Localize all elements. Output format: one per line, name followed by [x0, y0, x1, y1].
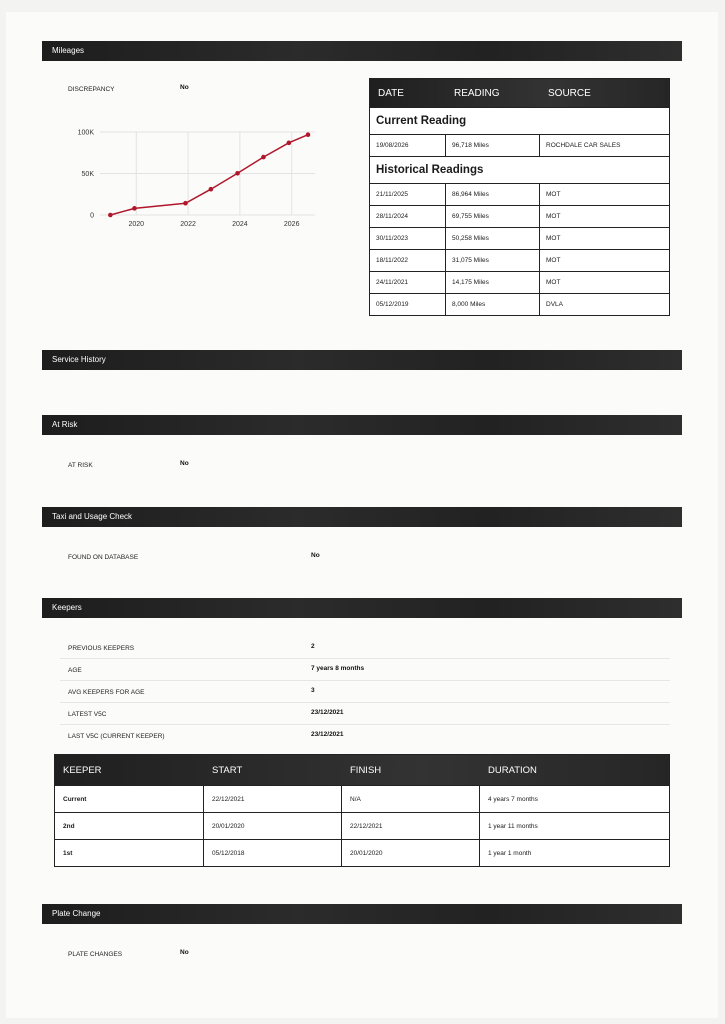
data-point	[306, 132, 311, 137]
keeper-cell: Current	[55, 786, 204, 812]
reading-cell: 69,755 Miles	[446, 206, 540, 227]
col-date: DATE	[378, 87, 404, 99]
duration-cell: 1 year 11 months	[488, 822, 538, 830]
table-row	[55, 785, 669, 812]
date-cell: 21/11/2025	[370, 184, 446, 205]
date-cell: 18/11/2022	[370, 250, 446, 271]
table-row	[370, 249, 669, 271]
date-cell: 19/08/2026	[370, 135, 446, 156]
col-finish: FINISH	[350, 764, 382, 776]
table-row	[55, 839, 669, 866]
data-point	[235, 171, 240, 176]
col-reading: READING	[454, 87, 500, 99]
taxi-section-header: Taxi and Usage Check	[42, 507, 682, 527]
x-tick-label: 2024	[232, 221, 248, 228]
date-cell: 24/11/2021	[370, 272, 446, 293]
y-tick-label: 50K	[81, 171, 94, 178]
divider	[60, 680, 670, 681]
current-reading-title: Current Reading	[370, 107, 669, 134]
start-cell: 22/12/2021	[204, 786, 342, 812]
historical-readings-title: Historical Readings	[370, 156, 669, 183]
date-cell: 30/11/2023	[370, 228, 446, 249]
keepers-section-header: Keepers	[42, 598, 682, 618]
at-risk-label: AT RISK	[68, 462, 93, 469]
mileages-section-header: Mileages	[42, 41, 682, 61]
plate-changes-value: No	[180, 949, 189, 956]
divider	[60, 658, 670, 659]
divider	[60, 702, 670, 703]
finish-cell: 20/01/2020	[342, 840, 480, 866]
start-cell: 20/01/2020	[204, 813, 342, 839]
source-cell: MOT	[546, 213, 561, 220]
table-row	[370, 205, 669, 227]
avg-keepers-value: 3	[311, 687, 315, 694]
at-risk-value: No	[180, 460, 189, 467]
reading-cell: 8,000 Miles	[446, 294, 540, 315]
table-row	[55, 812, 669, 839]
date-cell: 28/11/2024	[370, 206, 446, 227]
mileage-table-header	[370, 79, 669, 107]
reading-cell: 50,258 Miles	[446, 228, 540, 249]
source-cell: MOT	[546, 279, 561, 286]
x-tick-label: 2022	[180, 221, 196, 228]
x-tick-label: 2026	[283, 221, 300, 228]
source-cell: MOT	[546, 235, 561, 242]
service-history-section-header: Service History	[42, 350, 682, 370]
mileage-series-line	[110, 135, 308, 215]
table-row	[370, 183, 669, 205]
data-point	[132, 206, 137, 211]
discrepancy-value: No	[180, 84, 189, 91]
col-start: START	[212, 764, 243, 776]
finish-cell: N/A	[342, 786, 480, 812]
source-cell: MOT	[546, 257, 561, 264]
reading-cell: 96,718 Miles	[446, 135, 540, 156]
at-risk-section-header: At Risk	[42, 415, 682, 435]
x-tick-label: 2020	[128, 221, 145, 228]
duration-cell: 1 year 1 month	[488, 849, 532, 857]
table-row	[370, 293, 669, 315]
duration-cell: 4 years 7 months	[488, 795, 538, 803]
latest-v5c-value: 23/12/2021	[311, 709, 344, 716]
col-duration: DURATION	[488, 764, 537, 776]
found-on-database-value: No	[311, 552, 320, 559]
table-row	[370, 227, 669, 249]
last-v5c-label: LAST V5C (CURRENT KEEPER)	[68, 733, 165, 740]
age-label: AGE	[68, 667, 82, 674]
previous-keepers-label: PREVIOUS KEEPERS	[68, 645, 135, 652]
keeper-table-header	[55, 755, 669, 785]
previous-keepers-value: 2	[311, 643, 315, 650]
col-source: SOURCE	[548, 87, 591, 99]
age-value: 7 years 8 months	[311, 665, 365, 672]
source-cell: DVLA	[546, 301, 563, 308]
table-row	[370, 271, 669, 293]
mileage-chart	[60, 120, 325, 235]
reading-cell: 31,075 Miles	[446, 250, 540, 271]
source-cell: ROCHDALE CAR SALES	[546, 142, 621, 149]
latest-v5c-label: LATEST V5C	[68, 711, 107, 718]
col-keeper: KEEPER	[63, 764, 102, 776]
data-point	[209, 187, 214, 192]
reading-cell: 86,964 Miles	[446, 184, 540, 205]
avg-keepers-label: AVG KEEPERS FOR AGE	[68, 689, 145, 696]
start-cell: 05/12/2018	[204, 840, 342, 866]
y-tick-label: 100K	[77, 129, 94, 137]
keeper-cell: 2nd	[55, 813, 204, 839]
source-cell: MOT	[546, 191, 561, 198]
last-v5c-value: 23/12/2021	[311, 731, 344, 738]
data-point	[287, 141, 292, 146]
data-point	[261, 155, 266, 160]
discrepancy-label: DISCREPANCY	[68, 86, 115, 93]
data-point	[183, 201, 188, 206]
keeper-table	[54, 754, 670, 867]
table-row	[370, 134, 669, 156]
mileage-table	[369, 78, 670, 316]
plate-changes-label: PLATE CHANGES	[68, 951, 123, 958]
divider	[60, 724, 670, 725]
found-on-database-label: FOUND ON DATABASE	[68, 554, 139, 561]
keeper-cell: 1st	[55, 840, 204, 866]
finish-cell: 22/12/2021	[342, 813, 480, 839]
reading-cell: 14,175 Miles	[446, 272, 540, 293]
plate-change-section-header: Plate Change	[42, 904, 682, 924]
data-point	[108, 213, 113, 218]
date-cell: 05/12/2019	[370, 294, 446, 315]
y-tick-label: 0	[90, 212, 94, 220]
